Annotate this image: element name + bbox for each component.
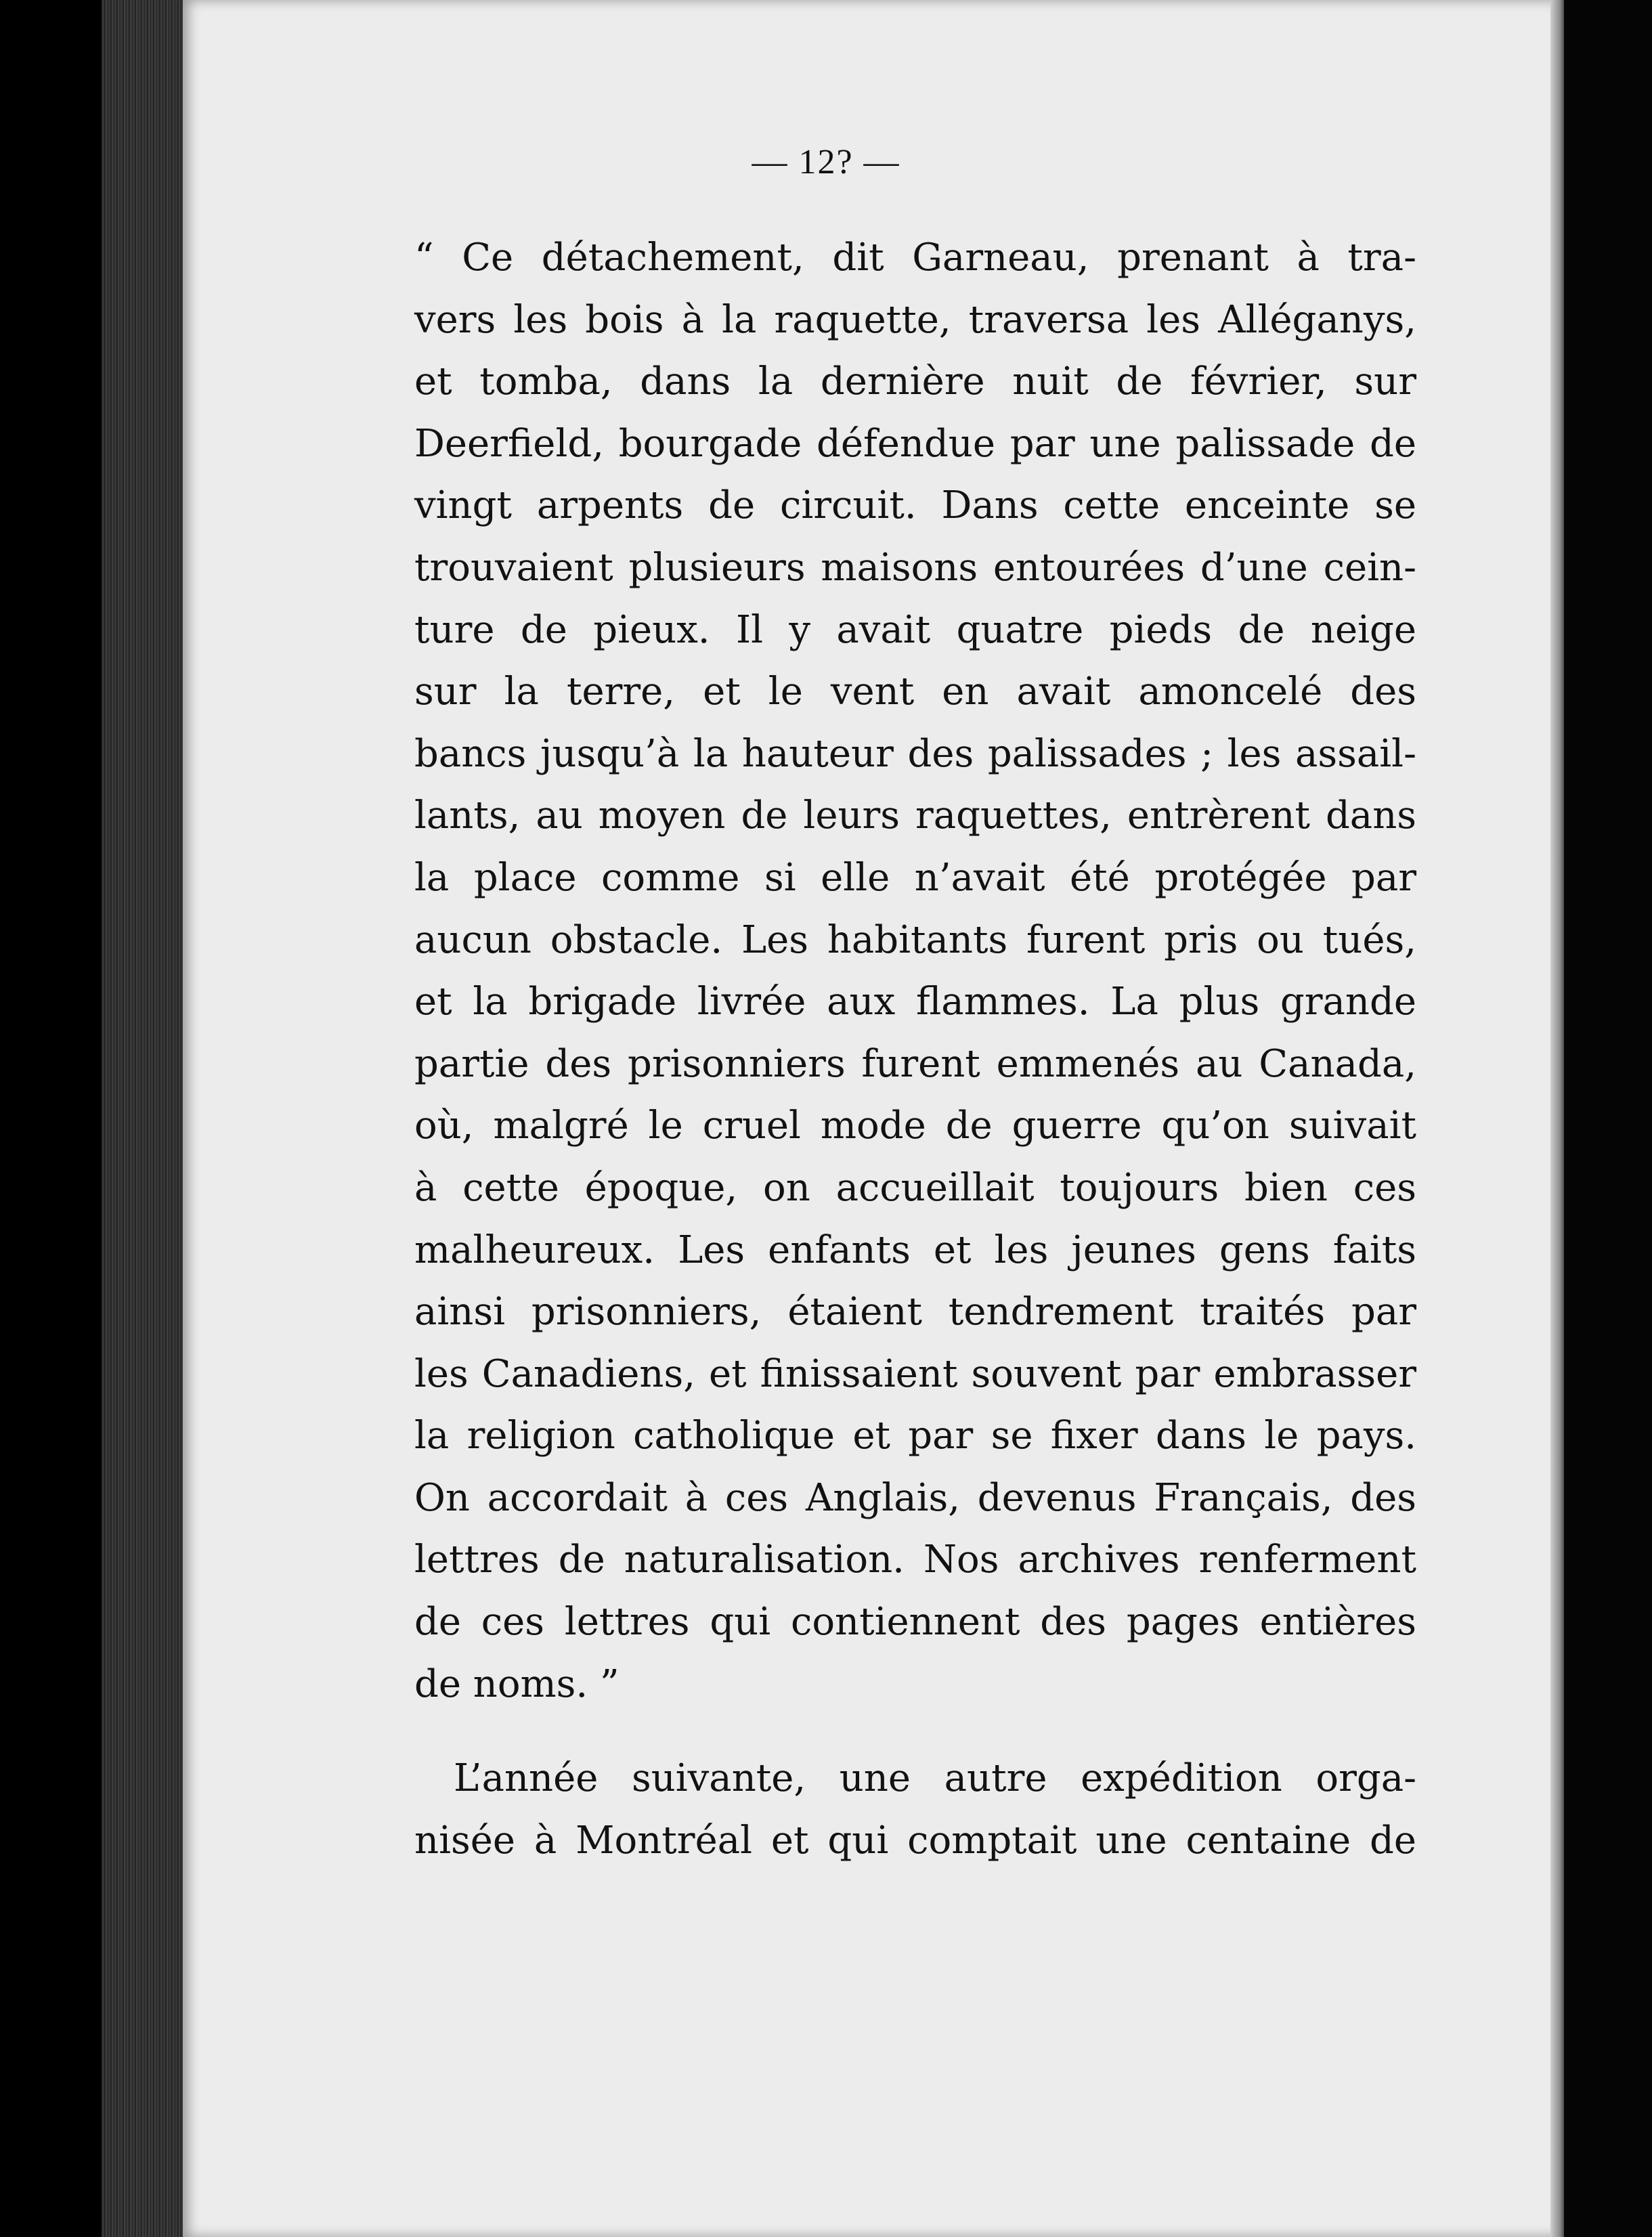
text-line: On accordait à ces Anglais, devenus Français, des: [414, 1475, 1416, 1520]
text-line: ture de pieux. Il y avait quatre pieds de neige: [414, 607, 1416, 652]
text-line: Deerfield, bourgade défendue par une palissade de: [414, 421, 1416, 466]
text-line: les Canadiens, et finissaient souvent par embrasser: [414, 1351, 1416, 1396]
text-line: partie des prisonniers furent emmenés au Canada,: [414, 1041, 1416, 1086]
text-line: “ Ce détachement, dit Garneau, prenant à tra-: [414, 236, 1416, 280]
text-line: la religion catholique et par se fixer dans le pays.: [414, 1414, 1416, 1458]
text-line: où, malgré le cruel mode de guerre qu’on suivait: [414, 1104, 1416, 1148]
text-line: la place comme si elle n’avait été protégée par: [414, 855, 1416, 900]
text-line: vers les bois à la raquette, traversa les Alléganys,: [414, 297, 1416, 342]
text-line: ainsi prisonniers, étaient tendrement traités par: [414, 1290, 1416, 1334]
text-line: trouvaient plusieurs maisons entourées d’une cein-: [414, 545, 1416, 590]
text-line: et la brigade livrée aux flammes. La plus grande: [414, 980, 1416, 1024]
text-line: vingt arpents de circuit. Dans cette enceinte se: [414, 483, 1416, 528]
page-number: — 12? —: [752, 143, 900, 181]
text-line: aucun obstacle. Les habitants furent pris ou tués,: [414, 917, 1416, 962]
text-line: à cette époque, on accueillait toujours bien ces: [414, 1165, 1416, 1210]
paragraph-2: [414, 1747, 1416, 1871]
text-line: L’année suivante, une autre expédition orga-: [454, 1756, 1416, 1801]
text-line: bancs jusqu’à la hauteur des palissades ; les assail-: [414, 731, 1416, 776]
text-line: nisée à Montréal et qui comptait une centaine de: [414, 1818, 1416, 1863]
text-line: lettres de naturalisation. Nos archives renferment: [414, 1538, 1416, 1582]
paragraph-1: [414, 227, 1416, 1715]
text-line: malheureux. Les enfants et les jeunes gens faits: [414, 1228, 1416, 1272]
text-line: lants, au moyen de leurs raquettes, entrèrent dans: [414, 794, 1416, 838]
text-line: de noms. ”: [414, 1662, 620, 1706]
book-page-edges: [102, 0, 190, 2237]
text-line: de ces lettres qui contiennent des pages entières: [414, 1600, 1416, 1645]
body-text: [414, 227, 1416, 1871]
text-line: et tomba, dans la dernière nuit de février, sur: [414, 360, 1416, 404]
scan-border-right: [1564, 0, 1652, 2237]
text-line: sur la terre, et le vent en avait amoncelé des: [414, 670, 1416, 714]
paragraph-gap: [414, 1715, 1416, 1747]
